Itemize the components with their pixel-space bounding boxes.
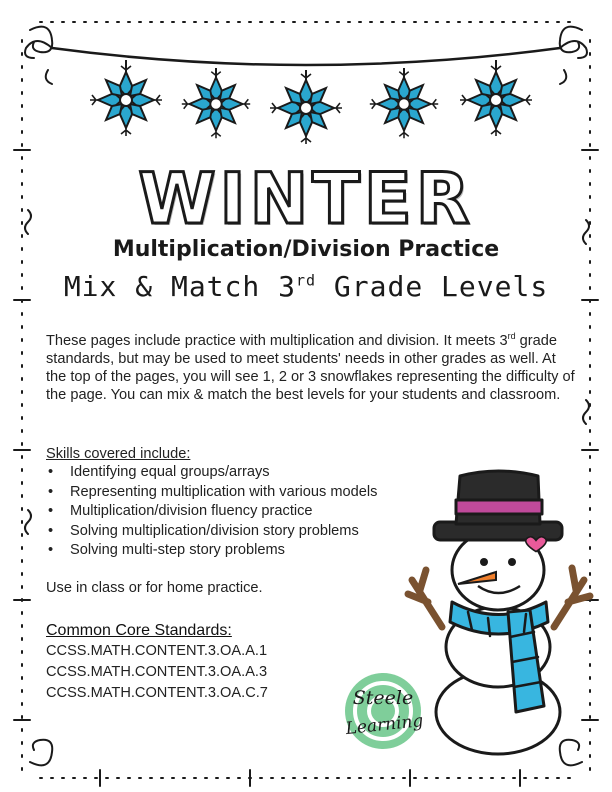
- snowflake-icon: [90, 60, 162, 136]
- list-item: • Representing multiplication with various models: [46, 483, 377, 503]
- svg-text:Steele: Steele: [352, 687, 414, 709]
- snowman-illustration: [398, 462, 598, 762]
- snowflake-garland: [0, 0, 612, 160]
- skills-heading: Skills covered include:: [46, 446, 191, 462]
- intro-paragraph: These pages include practice with multiplication and division. It meets 3rd grade standards, but may be used to meet students' needs in other grades as well. At the top of the pages, you will see 1, 2 or 3 snowflakes representing the difficulty of the page. You can mix & match the best levels for your students and classroom.: [46, 331, 575, 403]
- snowflake-icon: [370, 68, 438, 138]
- list-item: • Solving multi-step story problems: [46, 541, 377, 561]
- snowflake-icon: [270, 70, 342, 144]
- skills-list: [46, 463, 377, 561]
- list-item: • Solving multiplication/division story problems: [46, 522, 377, 542]
- page-subtitle: Multiplication/Division Practice: [112, 237, 500, 262]
- snowflake-icon: [460, 60, 532, 136]
- snowflake-icon: [182, 68, 250, 138]
- standards-heading: Common Core Standards:: [46, 622, 232, 639]
- list-item: CCSS.MATH.CONTENT.3.OA.A.3: [46, 664, 268, 680]
- list-item: • Identifying equal groups/arrays: [46, 463, 377, 483]
- page-title: WINTER: [138, 158, 474, 240]
- usage-note: Use in class or for home practice.: [46, 580, 263, 596]
- standards-list: [46, 641, 268, 704]
- svg-text:Learning: Learning: [344, 711, 425, 740]
- grade-levels-heading: Mix & Match 3rd Grade Levels: [63, 270, 549, 303]
- list-item: CCSS.MATH.CONTENT.3.OA.C.7: [46, 685, 268, 701]
- list-item: CCSS.MATH.CONTENT.3.OA.A.1: [46, 643, 268, 659]
- list-item: • Multiplication/division fluency practice: [46, 502, 377, 522]
